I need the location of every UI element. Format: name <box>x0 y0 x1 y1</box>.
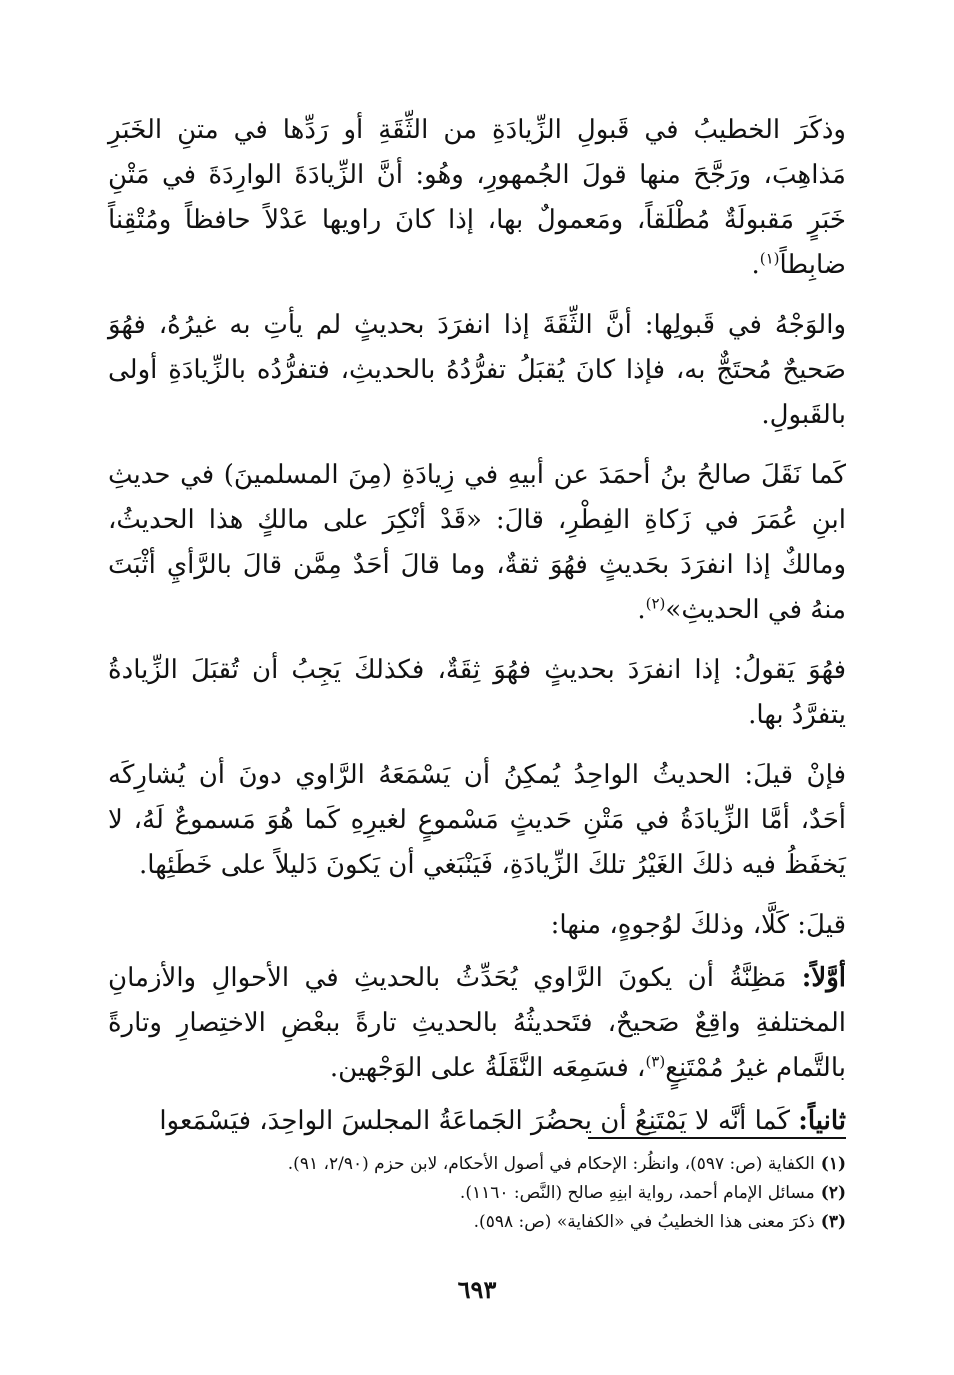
main-text <box>108 108 846 1159</box>
page-number: ٦٩٣ <box>457 1275 497 1304</box>
paragraph-2 <box>108 303 846 438</box>
paragraph-text: مَظِنَّةُ أن يكونَ الرَّاوي يُحَدِّثُ بالحديثِ في الأحوالِ والأزمانِ المختلفةِ واقِعٌ صَحيحٌ، فتَحديثُهُ بالحديثِ تارةً ببعْضِ الاختِصارِ وتارةً بالتَّمام غيرُ مُمْتَنِعٍ <box>108 963 846 1083</box>
footnote-ref-2: (٢) <box>645 594 666 613</box>
paragraph-4 <box>108 648 846 738</box>
footnote-number: (١) <box>820 1154 846 1174</box>
point-heading: ثانياً: <box>798 1106 846 1136</box>
footnote-ref-1: (١) <box>759 249 780 268</box>
footnote-text: ذكرَ معنى هذا الخطيبُ في «الكفاية» (ص: ٥٩٨). <box>473 1212 815 1232</box>
footnote-separator <box>588 1137 846 1139</box>
footnote-2 <box>108 1179 846 1208</box>
paragraph-text: والوَجْهُ في قَبولِها: أنَّ الثِّقَةَ إذا انفرَدَ بحديثٍ لم يأتِ به غيرُهُ، فهُوَ صَحيحٌ مُحتَجٌّ به، فإذا كانَ يُقبَلُ تفرُّدُهُ بالحديثِ، فتفرُّدُه بالزِّيادَةِ أولى بالقَبولِ. <box>108 310 846 430</box>
paragraph-text: وذكَرَ الخطيبُ في قَبولِ الزِّيادَةِ من الثِّقَةِ أو رَدِّها في متنِ الخَبَرِ مَذاهِبَ، ورَجَّحَ منها قولَ الجُمهورِ، وهُو: أنَّ الزِّيادَةَ الوارِدَةَ في مَتْنِ خَبَرٍ مَقبولَةٌ مُطْلَقاً، ومَعمولٌ بها، إذا كانَ راويها عَدْلاً حافظاً ومُتْقِناً ضابِطاً <box>108 115 846 280</box>
paragraph-7 <box>108 956 846 1091</box>
point-heading: أوَّلاً: <box>801 963 846 993</box>
footnotes <box>108 1150 846 1237</box>
paragraph-end: . <box>751 250 760 280</box>
paragraph-text: قيلَ: كَلَّا، وذلكَ لوُجوهٍ، منها: <box>550 910 846 940</box>
paragraph-3 <box>108 453 846 633</box>
footnote-3 <box>108 1208 846 1237</box>
footnote-1 <box>108 1150 846 1179</box>
paragraph-text: كَما نَقَلَ صالحُ بنُ أحمَدَ عن أبيهِ في زِيادَةِ (مِنَ المسلمينَ) في حديثِ ابنِ عُمَرَ في زَكاةِ الفِطْرِ، قالَ: «قَدْ أنْكِرَ على مالكٍ هذا الحديثُ، ومالكٌ إذا انفرَدَ بحَديثٍ فهُوَ ثقةٌ، وما قالَ أحَدٌ مِمَّن قالَ بالرَّأيِ أثْبَتَ منهُ في الحديثِ» <box>108 460 846 625</box>
paragraph-6 <box>108 903 846 948</box>
footnote-text: الكفاية (ص: ٥٩٧)، وانظُر: الإحكام في أصول الأحكام، لابن حزم (٢/٩٠، ٩١). <box>287 1154 815 1174</box>
paragraph-1 <box>108 108 846 288</box>
footnote-text: مسائل الإمام أحمد، رواية ابنِهِ صالح (النَّص: ١١٦٠). <box>459 1183 815 1203</box>
paragraph-text: فإنْ قيلَ: الحديثُ الواحِدُ يُمكِنُ أن يَسْمَعَهُ الرَّاوي دونَ أن يُشارِكَه أحَدٌ، أمَّا الزِّيادَةُ في مَتْنِ حَديثٍ مَسْموعٍ لغيرِهِ كَما هُوَ مَسموعٌ لَهُ، لا يَخفَظُ فيه ذلكَ الغَيْرُ تلكَ الزِّيادَةِ، فَيَنْبَغي أن يَكونَ دَليلاً على خَطَئِها. <box>108 760 846 880</box>
paragraph-text: كَما أنَّه لا يَمْتَنِعُ أن يحضُرَ الجَماعَةُ المجلسَ الواحِدَ، فيَسْمَعوا <box>159 1106 799 1136</box>
footnote-ref-3: (٣) <box>645 1052 666 1071</box>
footnote-number: (٣) <box>820 1212 846 1232</box>
paragraph-text: فهُوَ يَقولُ: إذا انفرَدَ بحديثٍ فهُوَ ثِقَةٌ، فكذلكَ يَجِبُ أن تُقبَلَ الزِّيادةُ يتفرَّدُ بها. <box>108 655 846 730</box>
footnote-number: (٢) <box>820 1183 846 1203</box>
paragraph-end: . <box>637 595 646 625</box>
paragraph-end: ، فسَمِعَه النَّقَلَةُ على الوَجْهين. <box>329 1053 646 1083</box>
paragraph-5 <box>108 753 846 888</box>
